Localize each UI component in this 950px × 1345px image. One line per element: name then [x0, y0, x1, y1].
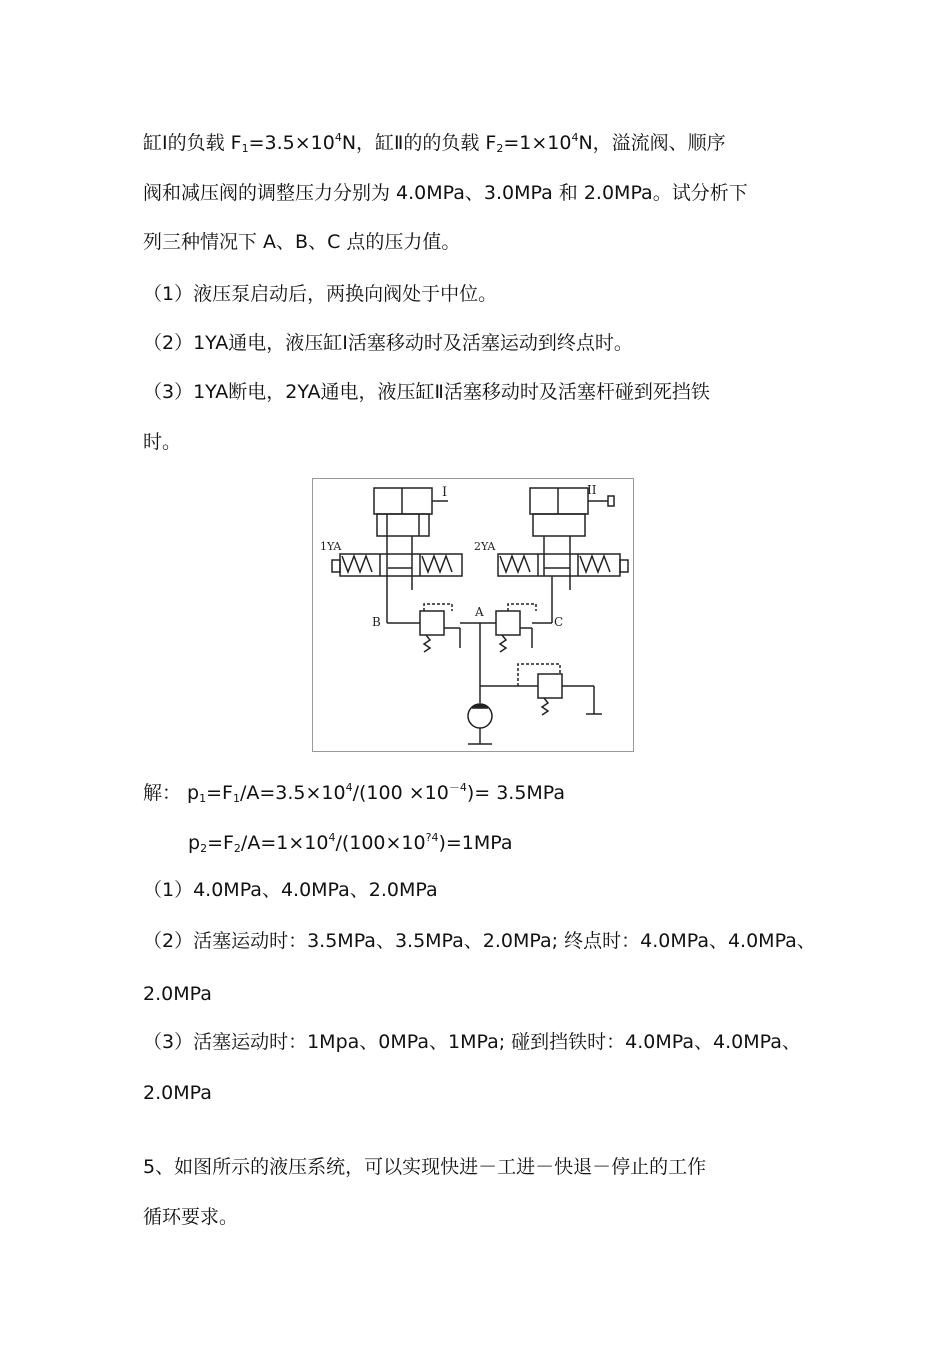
problem-line-3: 列三种情况下 A、B、C 点的压力值。 [143, 231, 461, 253]
question-3-line-2: 时。 [143, 431, 182, 453]
answer-1: （1）4.0MPa、4.0MPa、2.0MPa [143, 879, 438, 901]
problem-line-2: 阀和减压阀的调整压力分别为 4.0MPa、3.0MPa 和 2.0MPa。试分析下 [143, 182, 748, 204]
answer-2-line-2: 2.0MPa [143, 983, 212, 1005]
directional-valve-1-icon [332, 536, 462, 576]
subscript: 1 [199, 792, 207, 805]
sequence-valve-icon [496, 604, 536, 652]
cylinder-2-label: II [587, 483, 597, 497]
text-seg: =1×10 [503, 132, 572, 154]
superscript: ?4 [425, 831, 439, 844]
superscript: －4 [448, 781, 467, 794]
point-a-label: A [475, 605, 484, 619]
point-b-label: B [372, 615, 381, 629]
answer-2-line-1: （2）活塞运动时：3.5MPa、3.5MPa、2.0MPa; 终点时：4.0MPa、4.0MPa、 [143, 930, 816, 952]
text-seg: =F [207, 832, 234, 854]
cylinder-1-label: I [442, 485, 448, 500]
text-seg: /(100 ×10 [352, 782, 449, 804]
solution-line-1 [143, 781, 565, 805]
text-seg: =F [206, 782, 233, 804]
subscript: 1 [241, 142, 249, 155]
cylinder-2-icon [530, 488, 614, 536]
text-seg: N，溢流阀、顺序 [578, 132, 726, 154]
subscript: 2 [200, 842, 208, 855]
subscript: 1 [232, 792, 240, 805]
question-3-line-1: （3）1YA断电，2YA通电，液压缸Ⅱ活塞移动时及活塞杆碰到死挡铁 [143, 381, 710, 403]
pipe-lines [387, 576, 570, 703]
text-seg: )= 3.5MPa [466, 782, 566, 804]
hydraulic-circuit-figure [312, 478, 634, 752]
solution-line-2 [188, 831, 513, 855]
problem-5-line-2: 循环要求。 [143, 1206, 239, 1228]
text-seg: /(100×10 [335, 832, 426, 854]
subscript: 2 [496, 142, 504, 155]
problem-line-1 [143, 131, 726, 155]
text-seg: p [188, 832, 201, 854]
text-seg: /A=3.5×10 [239, 782, 346, 804]
relief-valve-icon [518, 664, 602, 715]
solenoid-1ya-label: 1YA [320, 540, 342, 553]
text-seg: )=1MPa [438, 832, 513, 854]
superscript: 4 [571, 131, 579, 144]
text-seg: N，缸Ⅱ的的负载 F [341, 132, 497, 154]
superscript: 4 [334, 131, 342, 144]
text-seg: 解： p [143, 782, 200, 804]
solenoid-2ya-label: 2YA [474, 540, 496, 553]
text-seg: =3.5×10 [248, 132, 335, 154]
question-2: （2）1YA通电，液压缸Ⅰ活塞移动时及活塞运动到终点时。 [143, 332, 633, 354]
superscript: 4 [328, 831, 336, 844]
directional-valve-2-icon [498, 536, 628, 576]
cylinder-1-icon [374, 488, 448, 536]
text-seg: 缸Ⅰ的负载 F [143, 132, 242, 154]
question-1: （1）液压泵启动后，两换向阀处于中位。 [143, 283, 498, 305]
text-seg: /A=1×10 [240, 832, 329, 854]
point-c-label: C [554, 615, 564, 629]
pressure-reducing-valve-icon [420, 604, 460, 652]
pump-icon [468, 704, 492, 744]
superscript: 4 [345, 781, 353, 794]
problem-5-line-1: 5、如图所示的液压系统，可以实现快进－工进－快退－停止的工作 [143, 1156, 707, 1178]
subscript: 2 [233, 842, 241, 855]
answer-3-line-1: （3）活塞运动时：1Mpa、0MPa、1MPa; 碰到挡铁时：4.0MPa、4.0MPa、 [143, 1031, 801, 1053]
answer-3-line-2: 2.0MPa [143, 1082, 212, 1104]
